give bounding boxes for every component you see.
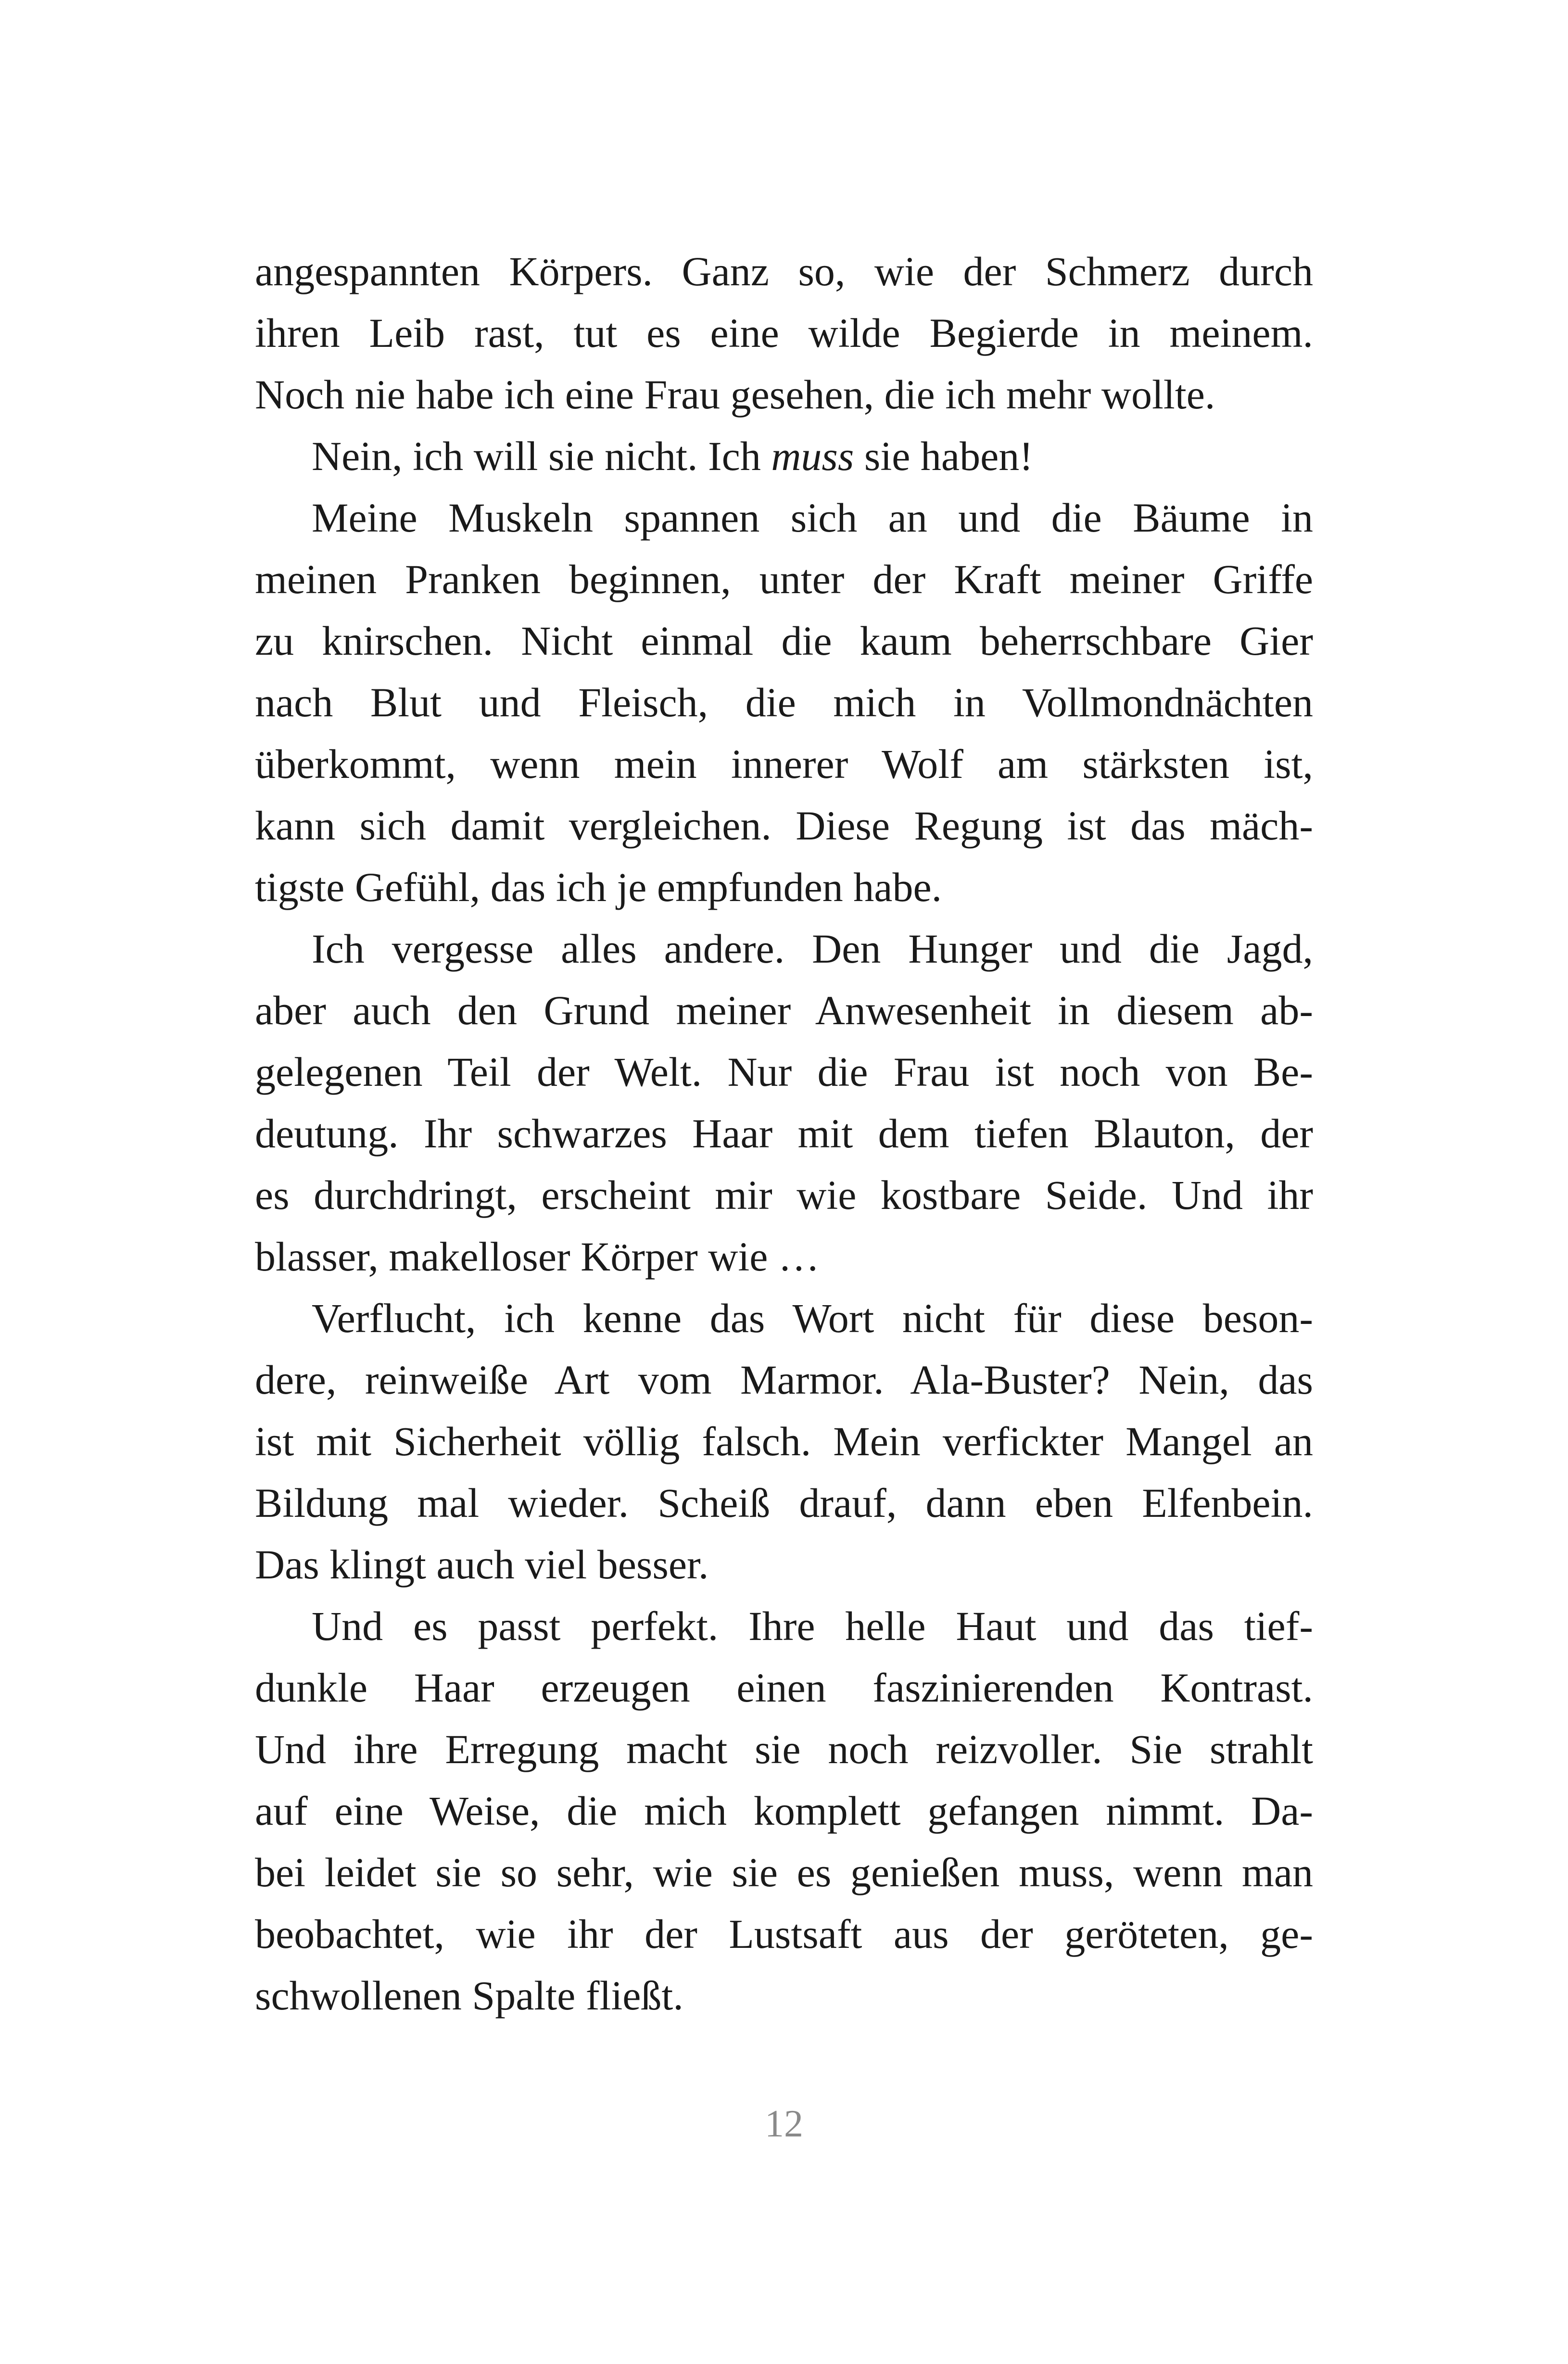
- text-line: überkommt, wenn mein innerer Wolf am stärksten ist,: [255, 741, 1313, 787]
- text-line: Bildung mal wieder. Scheiß drauf, dann eben Elfenbein.: [255, 1480, 1313, 1526]
- text-line: nach Blut und Fleisch, die mich in Vollmondnächten: [255, 679, 1313, 725]
- text-line: es durchdringt, erscheint mir wie kostbare Seide. Und ihr: [255, 1172, 1313, 1218]
- text-line: Ich vergesse alles andere. Den Hunger und die Jagd,: [312, 926, 1313, 972]
- body-text: [255, 241, 1313, 2026]
- text-line: blasser, makelloser Körper wie …: [255, 1233, 820, 1280]
- text-line: kann sich damit vergleichen. Diese Regung ist das mäch-: [255, 802, 1313, 849]
- page-number: 12: [765, 2103, 803, 2145]
- text-line: Meine Muskeln spannen sich an und die Bäume in: [312, 495, 1313, 541]
- text-line: dunkle Haar erzeugen einen faszinierenden Kontrast.: [255, 1665, 1313, 1711]
- text-line: bei leidet sie so sehr, wie sie es genießen muss, wenn man: [255, 1849, 1313, 1895]
- text-line: angespannten Körpers. Ganz so, wie der Schmerz durch: [255, 248, 1313, 294]
- text-line: deutung. Ihr schwarzes Haar mit dem tiefen Blauton, der: [255, 1110, 1313, 1157]
- paragraph: [255, 425, 1313, 487]
- text-line: Verflucht, ich kenne das Wort nicht für diese beson-: [312, 1295, 1313, 1341]
- paragraph: [255, 918, 1313, 1287]
- text-line: meinen Pranken beginnen, unter der Kraft meiner Griffe: [255, 556, 1313, 602]
- text-line: tigste Gefühl, das ich je empfunden habe.: [255, 864, 942, 910]
- text-line: aber auch den Grund meiner Anwesenheit in diesem ab-: [255, 987, 1313, 1033]
- text-line: Noch nie habe ich eine Frau gesehen, die ich mehr wollte.: [255, 371, 1215, 418]
- text-line: Das klingt auch viel besser.: [255, 1541, 709, 1588]
- text-line: ihren Leib rast, tut es eine wilde Begierde in meinem.: [255, 310, 1313, 356]
- paragraph: [255, 1287, 1313, 1595]
- text-line: ist mit Sicherheit völlig falsch. Mein verfickter Mangel an: [255, 1418, 1313, 1464]
- paragraph: [255, 1595, 1313, 2026]
- paragraph: [255, 241, 1313, 425]
- text-line: schwollenen Spalte fließt.: [255, 1972, 683, 2019]
- text-line: beobachtet, wie ihr der Lustsaft aus der geröteten, ge-: [255, 1911, 1313, 1957]
- text-line: Und ihre Erregung macht sie noch reizvoller. Sie strahlt: [255, 1726, 1313, 1772]
- emphasis: muss: [771, 433, 854, 479]
- text-line: dere, reinweiße Art vom Marmor. Ala-Buster? Nein, das: [255, 1357, 1313, 1403]
- text-line: gelegenen Teil der Welt. Nur die Frau ist noch von Be-: [255, 1049, 1313, 1095]
- text-line: zu knirschen. Nicht einmal die kaum beherrschbare Gier: [255, 618, 1313, 664]
- text-line: auf eine Weise, die mich komplett gefangen nimmt. Da-: [255, 1788, 1313, 1834]
- text-line: Und es passt perfekt. Ihre helle Haut und das tief-: [312, 1603, 1313, 1649]
- paragraph: [255, 487, 1313, 918]
- text-line: Nein, ich will sie nicht. Ich muss sie haben!: [312, 433, 1033, 479]
